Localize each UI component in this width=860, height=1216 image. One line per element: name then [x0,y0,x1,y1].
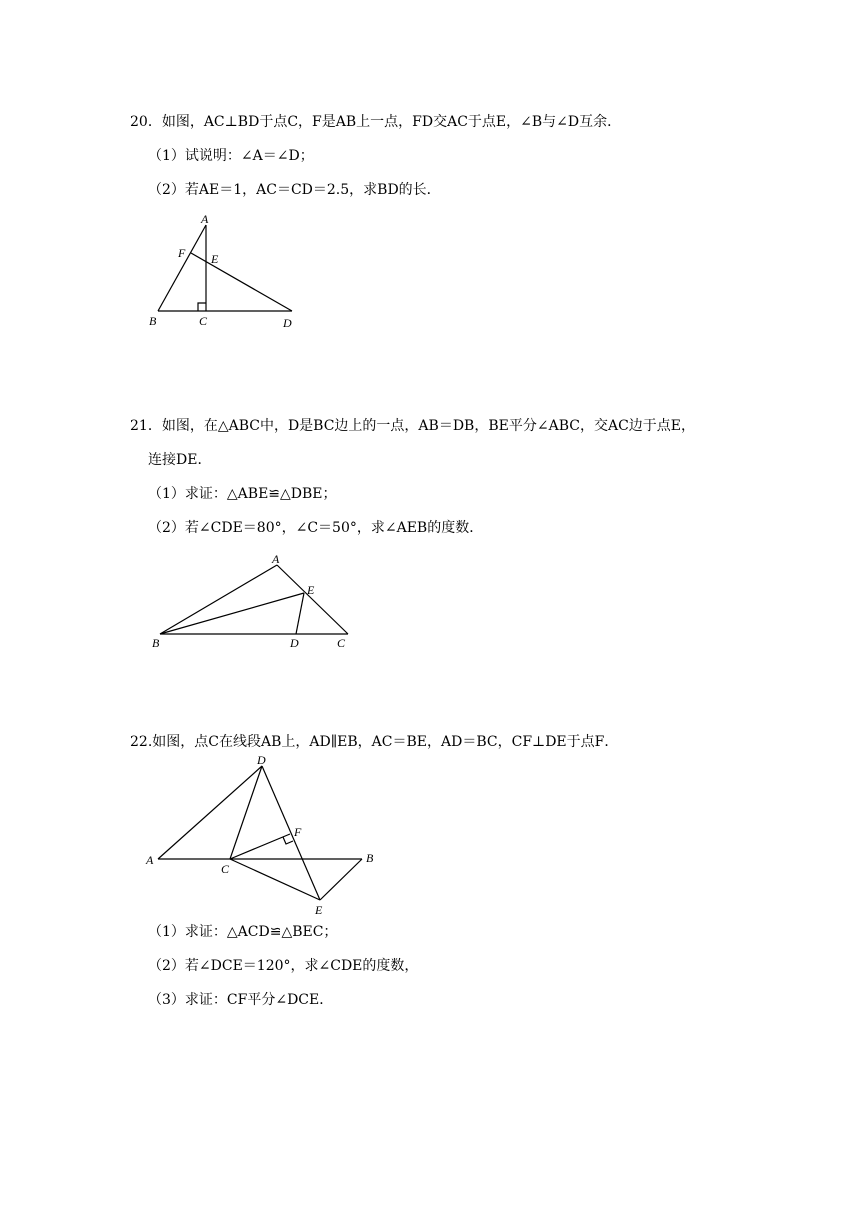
q22-right-angle-mark [283,837,293,844]
q22-label-e: E [315,903,323,917]
q21-segment-de [296,593,304,634]
q22-part3: （3）求证：CF平分∠DCE． [148,992,334,1008]
q20-label-a: A [201,212,209,226]
q21-stem-line2: 连接DE． [148,452,212,468]
q22-segment-ce [230,859,320,900]
q21-label-d: D [290,636,299,650]
q22-figure [140,752,390,918]
q22-segment-cf [230,834,290,859]
q21-label-c: C [337,636,346,650]
q21-segment-be [160,593,304,634]
q21-stem-line1: 21．如图，在△ABC中，D是BC边上的一点，AB＝DB，BE平分∠ABC，交AC边于点E， [130,418,695,434]
q20-right-angle-mark [198,303,206,311]
q22-segment-de [262,766,320,900]
q22-part2: （2）若∠DCE＝120°，求∠CDE的度数， [148,958,419,974]
q21-part2: （2）若∠CDE＝80°，∠C＝50°，求∠AEB的度数． [148,520,484,536]
q22-label-b: B [366,851,374,865]
q21-label-a: A [272,552,280,566]
q22-stem: 22.如图，点C在线段AB上，AD∥EB，AC＝BE，AD＝BC，CF⊥DE于点F． [130,734,619,750]
q21-label-e: E [307,583,315,597]
q20-part1: （1）试说明：∠A＝∠D； [148,148,314,164]
q21-part1: （1）求证：△ABE≌△DBE； [148,486,337,502]
q22-label-f: F [294,825,302,839]
q21-figure [145,550,365,655]
q21-segment-ac [277,565,348,634]
q22-segment-be [320,859,362,900]
q20-label-d: D [283,316,292,330]
q20-part2: （2）若AE＝1，AC＝CD＝2.5，求BD的长． [148,182,441,198]
q20-stem: 20．如图，AC⊥BD于点C，F是AB上一点，FD交AC于点E，∠B与∠D互余． [130,114,622,130]
q21-segment-ab [160,565,277,634]
q22-label-c: C [221,862,230,876]
q22-label-d: D [257,753,266,767]
q22-label-a: A [146,853,154,867]
q20-label-f: F [178,246,186,260]
q20-segment-ab [158,225,206,311]
q20-label-e: E [211,252,219,266]
q21-label-b: B [152,636,160,650]
q20-label-c: C [199,314,208,328]
q20-figure [140,208,320,338]
q20-label-b: B [149,314,157,328]
q22-part1: （1）求证：△ACD≌△BEC； [148,924,338,940]
